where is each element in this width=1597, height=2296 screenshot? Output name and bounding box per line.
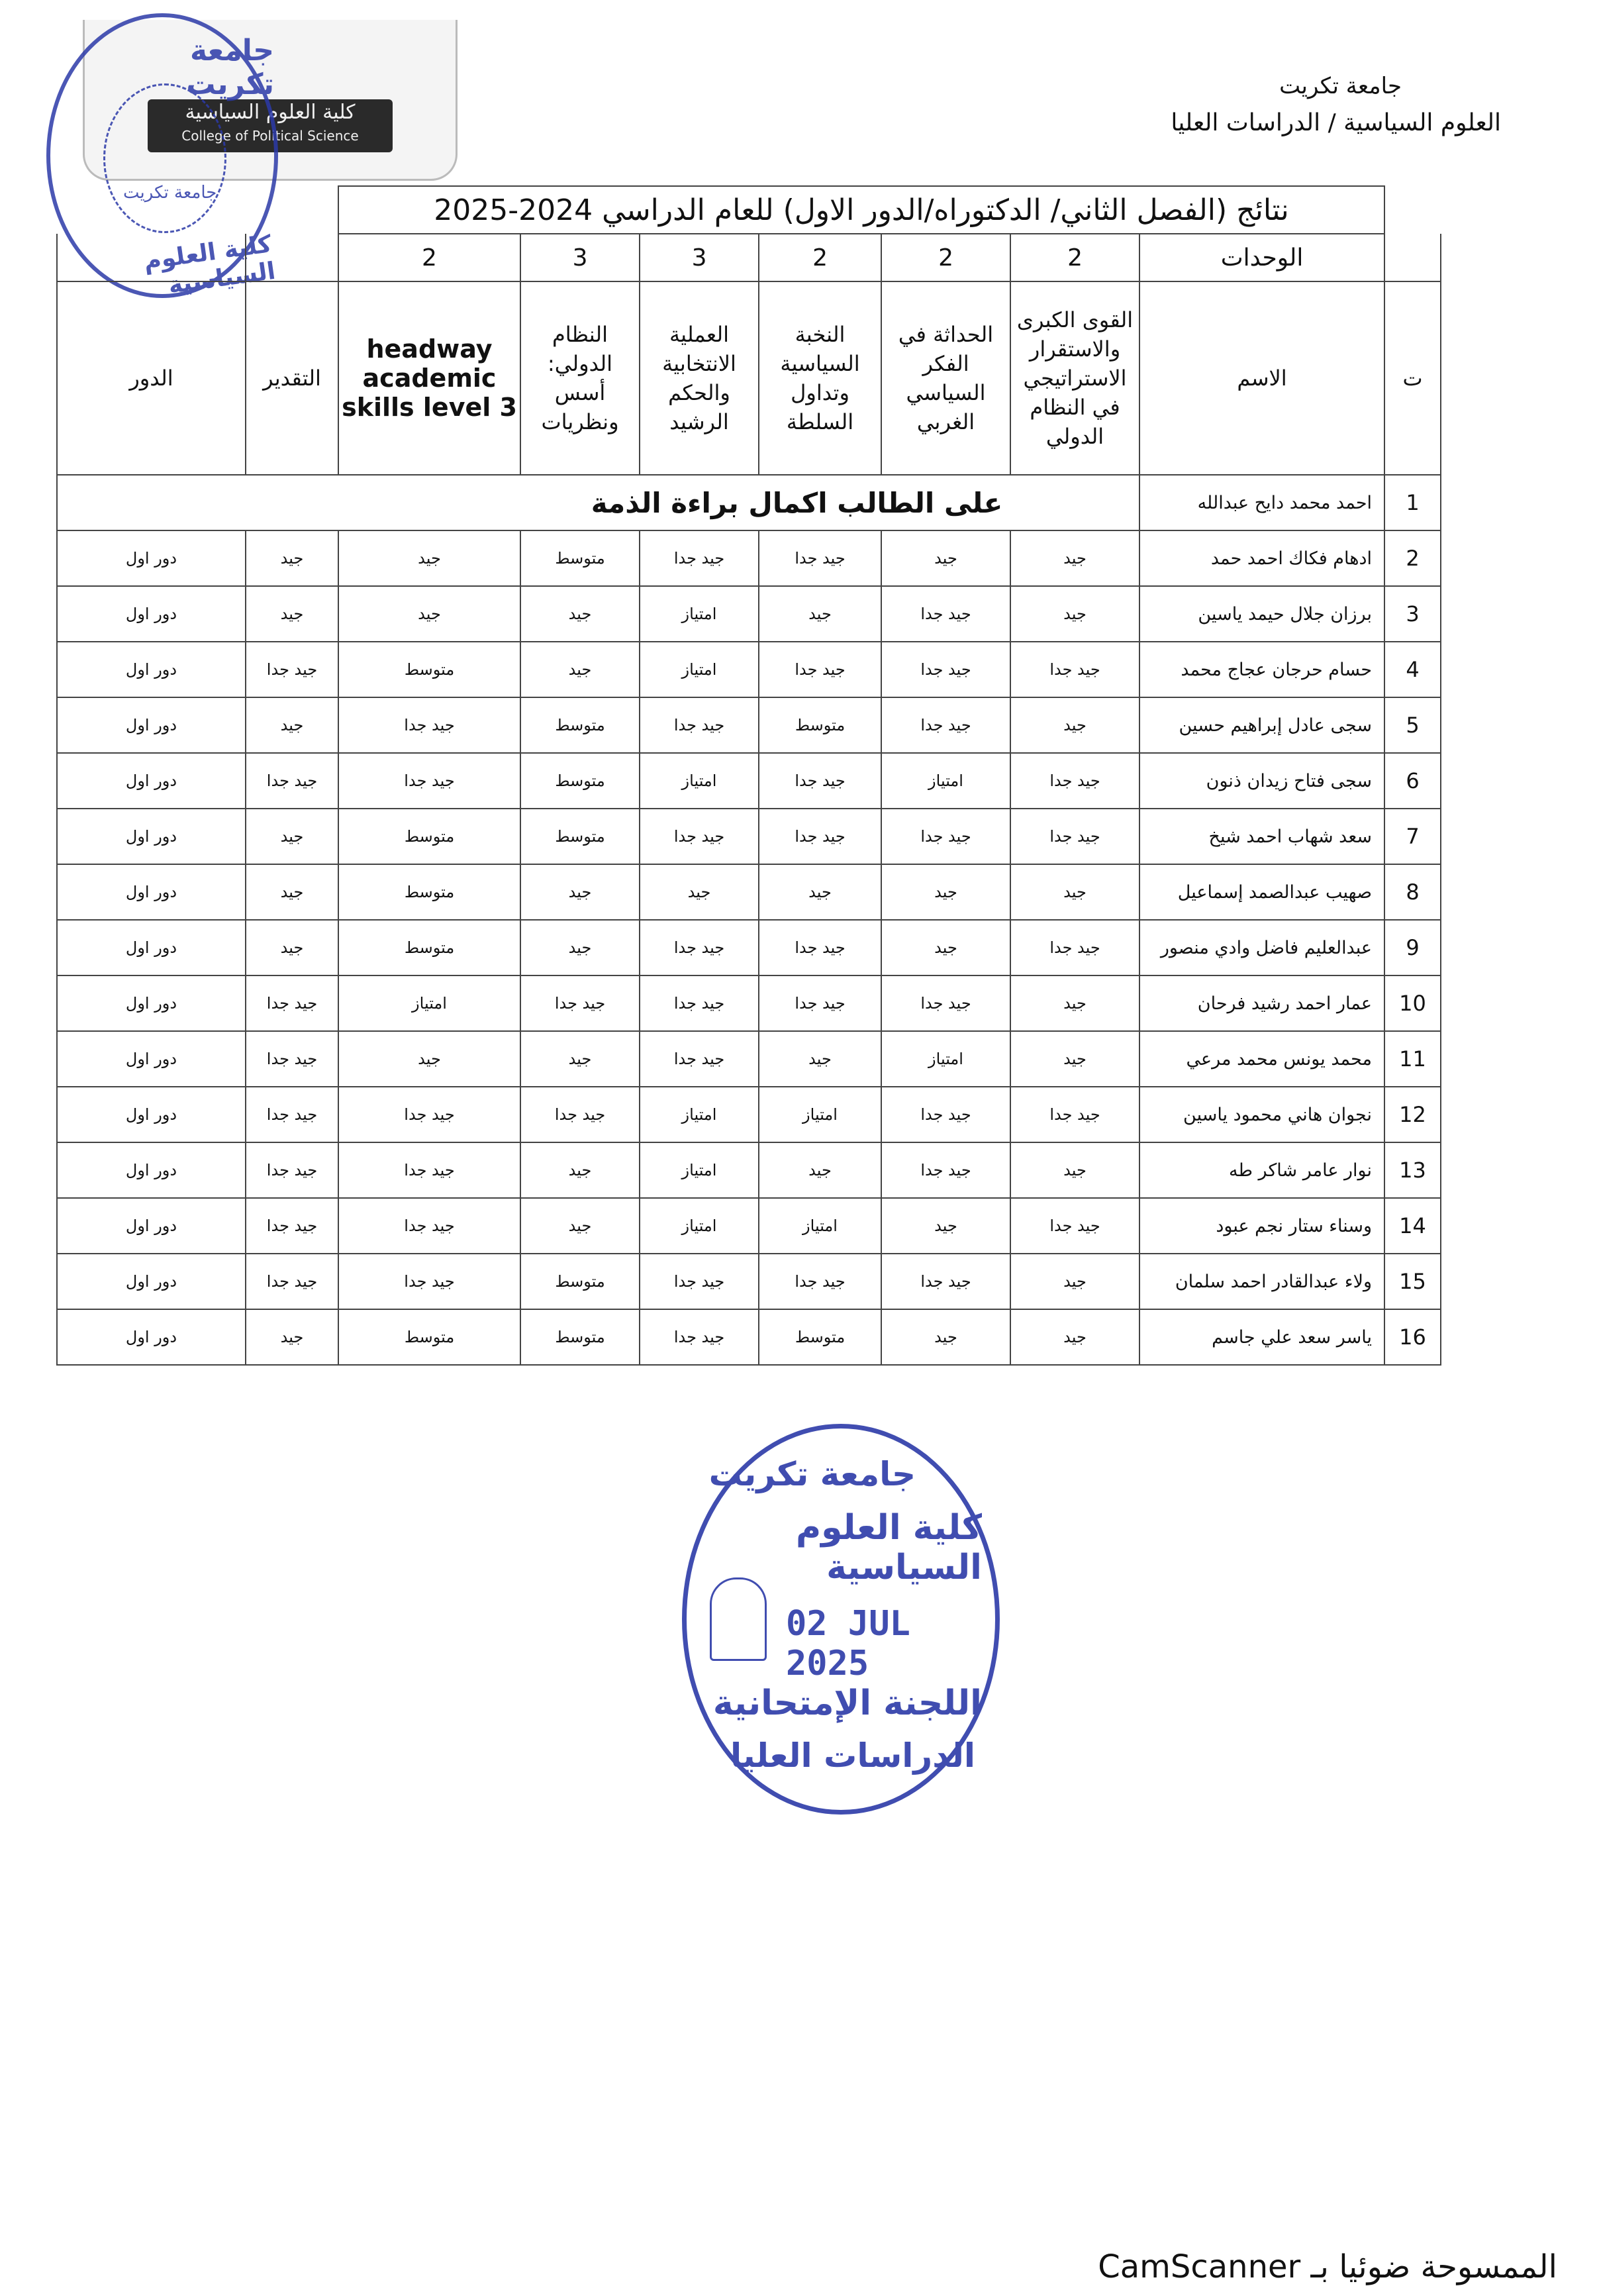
subject-grade: امتياز [640, 642, 759, 697]
student-name: سجى فتاح زيدان ذنون [1139, 753, 1384, 809]
row-num: 10 [1384, 975, 1441, 1031]
department-name: العلوم السياسية / الدراسات العليا [1171, 109, 1501, 136]
subject-grade: جيد جدا [1010, 809, 1139, 864]
subject-grade: جيد جدا [881, 809, 1010, 864]
subject-grade: جيد [881, 864, 1010, 920]
table-row [57, 975, 1441, 1031]
subject-grade: جيد جدا [338, 1087, 520, 1142]
subject-grade: جيد [1010, 697, 1139, 753]
row-num: 12 [1384, 1087, 1441, 1142]
exam-committee-stamp [682, 1424, 1000, 1815]
table-row [57, 809, 1441, 864]
university-emblem-icon [710, 1577, 767, 1661]
subject-grade: جيد [338, 530, 520, 586]
table-row [57, 530, 1441, 586]
header-num: ت [1384, 281, 1441, 475]
subject-grade: جيد [759, 1142, 881, 1198]
header-grade: التقدير [246, 281, 338, 475]
student-name: عبدالعليم فاضل وادي منصور [1139, 920, 1384, 975]
exam-round: دور اول [57, 864, 246, 920]
subject-grade: جيد [338, 586, 520, 642]
exam-round: دور اول [57, 1309, 246, 1365]
row-num: 13 [1384, 1142, 1441, 1198]
student-name: نجوان هاني محمود ياسين [1139, 1087, 1384, 1142]
student-name: وسناء ستار نجم عبود [1139, 1198, 1384, 1254]
subject-grade: جيد [1010, 1254, 1139, 1309]
overall-grade: جيد [246, 1309, 338, 1365]
student-name: عمار احمد رشيد فرحان [1139, 975, 1384, 1031]
exam-round: دور اول [57, 975, 246, 1031]
table-row [57, 1198, 1441, 1254]
row-num: 15 [1384, 1254, 1441, 1309]
stamp-top-line1: جامعة تكريت [186, 34, 274, 101]
row-num: 1 [1384, 475, 1441, 530]
exam-round: دور اول [57, 1087, 246, 1142]
subject-grade: متوسط [338, 864, 520, 920]
table-row [57, 1142, 1441, 1198]
table-row [57, 864, 1441, 920]
subject-grade: جيد جدا [1010, 642, 1139, 697]
subject-grade: جيد جدا [338, 697, 520, 753]
subject-grade: متوسط [520, 697, 640, 753]
subject-grade: جيد جدا [759, 809, 881, 864]
units-cell: 2 [759, 234, 881, 281]
subject-grade: جيد [520, 920, 640, 975]
student-name: حسام حرجان عجاج محمد [1139, 642, 1384, 697]
subject-grade: امتياز [640, 1087, 759, 1142]
row-num: 3 [1384, 586, 1441, 642]
overall-grade: جيد جدا [246, 1087, 338, 1142]
subject-grade: امتياز [881, 753, 1010, 809]
subject-grade: امتياز [640, 1142, 759, 1198]
overall-grade: جيد جدا [246, 975, 338, 1031]
header-subject: العملية الانتخابية والحكم الرشيد [640, 281, 759, 475]
row-num: 4 [1384, 642, 1441, 697]
student-name: احمد محمد دايح عبدالله [1139, 475, 1384, 530]
student-name: سجى عادل إبراهيم حسين [1139, 697, 1384, 753]
exam-round: دور اول [57, 586, 246, 642]
stamp-bottom-line1: جامعة تكريت [708, 1455, 916, 1493]
row-num: 7 [1384, 809, 1441, 864]
exam-round: دور اول [57, 753, 246, 809]
subject-grade: امتياز [640, 753, 759, 809]
stamp-bottom-line3: اللجنة الإمتحانية [712, 1683, 982, 1723]
subject-grade: متوسط [520, 1309, 640, 1365]
subject-grade: جيد [881, 920, 1010, 975]
subject-grade: جيد [1010, 530, 1139, 586]
exam-round: دور اول [57, 1254, 246, 1309]
row-num: 5 [1384, 697, 1441, 753]
subject-grade: متوسط [338, 809, 520, 864]
subject-grade: جيد جدا [759, 753, 881, 809]
exam-round: دور اول [57, 809, 246, 864]
table-row [57, 1031, 1441, 1087]
subject-grade: جيد جدا [640, 530, 759, 586]
overall-grade: جيد [246, 809, 338, 864]
subject-grade: جيد جدا [759, 1254, 881, 1309]
subject-grade: متوسط [759, 697, 881, 753]
stamp-date: 02 JUL 2025 [786, 1604, 910, 1683]
student-name: برزان جلال حيمد ياسين [1139, 586, 1384, 642]
subject-grade: جيد جدا [881, 1254, 1010, 1309]
subject-grade: جيد [759, 586, 881, 642]
subject-grade: جيد جدا [881, 1142, 1010, 1198]
subject-grade: جيد [881, 530, 1010, 586]
exam-round: دور اول [57, 1031, 246, 1087]
logo-banner-sub: College of Political Science [181, 128, 359, 144]
subject-grade: جيد جدا [520, 975, 640, 1031]
subject-grade: متوسط [520, 809, 640, 864]
table-row [57, 1087, 1441, 1142]
units-cell: 2 [881, 234, 1010, 281]
subject-grade: جيد جدا [881, 697, 1010, 753]
overall-grade: جيد [246, 864, 338, 920]
exam-round: دور اول [57, 697, 246, 753]
overall-grade: جيد جدا [246, 753, 338, 809]
subject-grade: جيد جدا [338, 1198, 520, 1254]
table-row [57, 920, 1441, 975]
overall-grade: جيد جدا [246, 1031, 338, 1087]
row-num: 16 [1384, 1309, 1441, 1365]
exam-round: دور اول [57, 1142, 246, 1198]
header-subject: النظام الدولي: أسس ونظريات [520, 281, 640, 475]
table-row [57, 753, 1441, 809]
subject-grade: جيد جدا [1010, 753, 1139, 809]
student-name: محمد يونس محمد مرعي [1139, 1031, 1384, 1087]
subject-grade: جيد جدا [640, 809, 759, 864]
header-subject: القوى الكبرى والاستقرار الاستراتيجي في النظام الدولي [1010, 281, 1139, 475]
header-round: الدور [57, 281, 246, 475]
table-row [57, 642, 1441, 697]
overall-grade: جيد [246, 920, 338, 975]
subject-grade: جيد [520, 642, 640, 697]
subject-grade: جيد [1010, 1031, 1139, 1087]
overall-grade: جيد [246, 586, 338, 642]
subject-grade: جيد جدا [640, 1309, 759, 1365]
subject-grade: جيد جدا [640, 697, 759, 753]
subject-grade: جيد [1010, 1142, 1139, 1198]
subject-grade: جيد جدا [640, 920, 759, 975]
subject-grade: امتياز [338, 975, 520, 1031]
subject-grade: امتياز [640, 1198, 759, 1254]
student-name: ولاء عبدالقادر احمد سلمان [1139, 1254, 1384, 1309]
subject-grade: متوسط [338, 1309, 520, 1365]
units-cell: 2 [338, 234, 520, 281]
stamp-top-line2: جامعة تكريت [123, 183, 217, 203]
units-cell: 3 [520, 234, 640, 281]
subject-grade: جيد [520, 1142, 640, 1198]
results-table [56, 185, 1441, 1366]
subject-grade: جيد جدا [338, 1142, 520, 1198]
units-label: الوحدات [1139, 234, 1384, 281]
subject-grade: امتياز [759, 1198, 881, 1254]
university-name: جامعة تكريت [1279, 73, 1402, 99]
overall-grade: جيد جدا [246, 642, 338, 697]
stamp-bottom-line4: الدراسات العليا [730, 1736, 975, 1775]
subject-grade: جيد [1010, 586, 1139, 642]
header-subject: headway academic skills level 3 [338, 281, 520, 475]
subject-grade: جيد [520, 1031, 640, 1087]
student-name: صهيب عبدالصمد إسماعيل [1139, 864, 1384, 920]
overall-grade: جيد جدا [246, 1142, 338, 1198]
row-num: 8 [1384, 864, 1441, 920]
stamp-bottom-line2: كلية العلوم السياسية [796, 1508, 982, 1587]
subject-grade: متوسط [520, 753, 640, 809]
subject-grade: جيد [520, 864, 640, 920]
camscanner-footer: الممسوحة ضوئيا بـ CamScanner [1098, 2248, 1557, 2285]
table-row [57, 1254, 1441, 1309]
overall-grade: جيد [246, 697, 338, 753]
subject-grade: جيد [759, 864, 881, 920]
row-num: 6 [1384, 753, 1441, 809]
subject-grade: امتياز [881, 1031, 1010, 1087]
exam-round: دور اول [57, 530, 246, 586]
student-name: ادهام فكاك احمد حمد [1139, 530, 1384, 586]
subject-grade: جيد جدا [759, 920, 881, 975]
table-row [57, 1309, 1441, 1365]
row-num: 11 [1384, 1031, 1441, 1087]
subject-grade: جيد جدا [640, 1254, 759, 1309]
header-subject: النخبة السياسية وتداول السلطة [759, 281, 881, 475]
subject-grade: جيد جدا [881, 975, 1010, 1031]
subject-grade: جيد جدا [338, 753, 520, 809]
subject-grade: جيد جدا [759, 530, 881, 586]
student-name: ياسر سعد علي جاسم [1139, 1309, 1384, 1365]
exam-round: دور اول [57, 1198, 246, 1254]
subject-grade: متوسط [520, 530, 640, 586]
subject-grade: امتياز [640, 586, 759, 642]
exam-round: دور اول [57, 920, 246, 975]
subject-grade: جيد [338, 1031, 520, 1087]
row-num: 2 [1384, 530, 1441, 586]
row-num: 14 [1384, 1198, 1441, 1254]
subject-grade: جيد جدا [338, 1254, 520, 1309]
subject-grade: جيد [759, 1031, 881, 1087]
overall-grade: جيد جدا [246, 1198, 338, 1254]
student-name: سعد شهاب احمد شيخ [1139, 809, 1384, 864]
header-name: الاسم [1139, 281, 1384, 475]
student-name: نوار عامر شاكر طه [1139, 1142, 1384, 1198]
subject-grade: جيد جدا [1010, 1087, 1139, 1142]
subject-grade: متوسط [338, 642, 520, 697]
table-row [57, 697, 1441, 753]
subject-grade: جيد [881, 1309, 1010, 1365]
subject-grade: جيد جدا [759, 642, 881, 697]
subject-grade: متوسط [759, 1309, 881, 1365]
exam-round: دور اول [57, 642, 246, 697]
subject-grade: جيد جدا [881, 642, 1010, 697]
subject-grade: جيد جدا [1010, 1198, 1139, 1254]
subject-grade: متوسط [520, 1254, 640, 1309]
subject-grade: جيد جدا [881, 1087, 1010, 1142]
subject-grade: جيد جدا [640, 975, 759, 1031]
subject-grade: جيد جدا [1010, 920, 1139, 975]
overall-grade: جيد [246, 530, 338, 586]
subject-grade: جيد [640, 864, 759, 920]
subject-grade: جيد [520, 1198, 640, 1254]
units-cell: 2 [1010, 234, 1139, 281]
subject-grade: جيد [520, 586, 640, 642]
table-row [57, 586, 1441, 642]
clearance-note: على الطالب اكمال براءة الذمة [57, 475, 1139, 530]
subject-grade: جيد جدا [640, 1031, 759, 1087]
subject-grade: جيد [881, 1198, 1010, 1254]
subject-grade: جيد [1010, 1309, 1139, 1365]
overall-grade: جيد جدا [246, 1254, 338, 1309]
logo-banner-text: كلية العلوم السياسية [185, 101, 356, 124]
subject-grade: جيد [1010, 975, 1139, 1031]
subject-grade: جيد جدا [881, 586, 1010, 642]
subject-grade: جيد جدا [520, 1087, 640, 1142]
units-cell: 3 [640, 234, 759, 281]
subject-grade: جيد [1010, 864, 1139, 920]
subject-grade: متوسط [338, 920, 520, 975]
table-title: نتائج (الفصل الثاني/ الدكتوراه/الدور الاول) للعام الدراسي 2024-2025 [338, 186, 1384, 234]
subject-grade: جيد جدا [759, 975, 881, 1031]
row-num: 9 [1384, 920, 1441, 975]
header-subject: الحداثة في الفكر السياسي الغربي [881, 281, 1010, 475]
subject-grade: امتياز [759, 1087, 881, 1142]
stamp-top-line3: كلية العلوم السياسية [142, 230, 277, 299]
